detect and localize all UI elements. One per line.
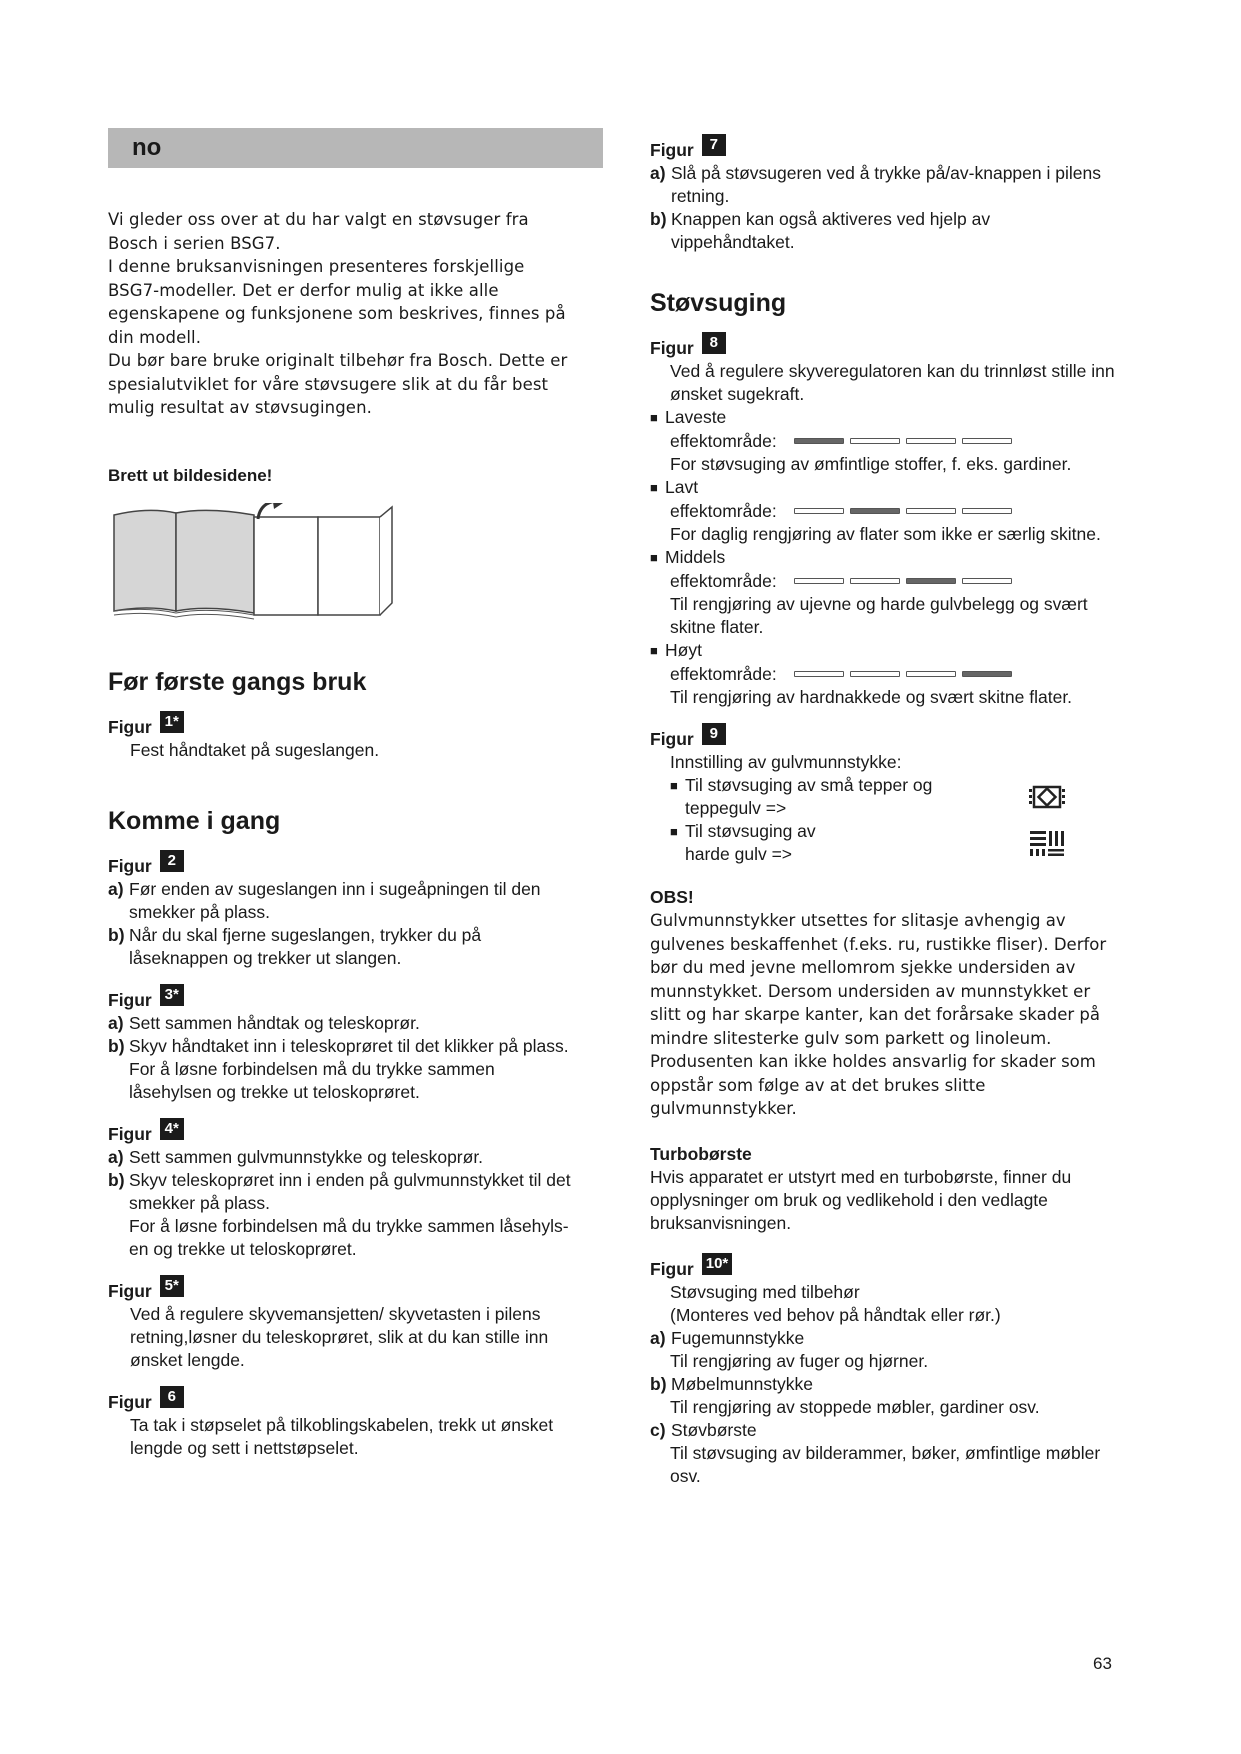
list-item: a) Fugemunnstykke: [650, 1327, 805, 1348]
figure-7-label: Figur 7: [650, 134, 1140, 162]
section-title-first-use: Før første gangs bruk: [108, 667, 367, 696]
fold-out-note: Brett ut bildesidene!: [108, 465, 273, 485]
getting-started-section: Komme i gang Figur 2 a) Før enden av sugeslangen inn i sugeåpningen til den smekker på plass. b) Når du skal fjerne sugeslangen, trykker du på låseknappen og trekker ut slangen. Figur 3* a) Sett sammen håndtak og teleskoprør. b) Skyv håndtaket inn i teleskoprøret til det klikker på plass. For å løsne forbindelsen må du trykke sammen låsehylsen og trekke ut teloskoprøret. Figur 4* a) Sett sammen gulvmunnstykke og teleskoprør. b) Skyv teleskoprøret inn i enden på gulvmunnstykket til det smekker på plass. For å løsne forbindelsen må du trykke sammen låsehyls- en og trekke ut teloskoprøret. Figur 5* Ved å regulere skyvemansjetten/ skyvetasten i pilens retning,løsner du teleskoprøret, slik at du kan stille inn ønsket lengde. Figur 6 Ta tak i støpselet på tilkoblingskabelen, trekk ut ønsket lengde og sett i nettstøpselet.: [108, 806, 603, 1460]
suction-indicator: [794, 508, 1012, 514]
indicator-bar: [850, 508, 900, 514]
indicator-bar: [850, 438, 900, 444]
section-title-getting-started: Komme i gang: [108, 806, 281, 835]
indicator-bar: [962, 671, 1012, 677]
indicator-bar: [906, 508, 956, 514]
indicator-bar: [794, 438, 844, 444]
indicator-bar: [962, 438, 1012, 444]
figure-number-badge: 3*: [160, 984, 184, 1006]
indicator-bar: [850, 671, 900, 677]
suction-indicator: [794, 578, 1012, 584]
indicator-bar: [906, 578, 956, 584]
list-item: b) Når du skal fjerne sugeslangen, trykker du på låseknappen og trekker ut slangen.: [108, 924, 482, 968]
section-title-vacuuming: Støvsuging: [650, 289, 787, 317]
figure-8-label: Figur 8: [650, 332, 1140, 360]
indicator-bar: [906, 671, 956, 677]
list-item: b) Skyv teleskoprøret inn i enden på gulvmunnstykket til det smekker på plass. For å løsne forbindelsen må du trykke sammen låsehyls- en og trekke ut teloskoprøret.: [108, 1169, 571, 1259]
figure-number-badge: 6: [160, 1386, 184, 1408]
figure-number-badge: 1*: [160, 711, 184, 733]
indicator-bar: [794, 671, 844, 677]
indicator-bar: [794, 578, 844, 584]
list-item: a) Sett sammen håndtak og teleskoprør.: [108, 1012, 420, 1033]
list-item: a) Før enden av sugeslangen inn i sugeåpningen til den smekker på plass.: [108, 878, 541, 922]
turbo-brush-section: Turbobørste Hvis apparatet er utstyrt med en turbobørste, finner du opplysninger om bruk og vedlikehold i den vedlagte bruksanvisningen.: [650, 1143, 1072, 1233]
obs-section: OBS! Gulvmunnstykker utsettes for slitasje avhengig av gulvenes beskaffenhet (f.eks. ru, rustikke fliser). Derfor bør du med jevne mellomrom sjekke undersiden av munnstykket. Dersom undersiden av munnstykket er slitt og har skarpe kanter, kan det forårsake skader på mindre slitesterke gulv som parkett og linoleum. Produsenten kan ikke holdes ansvarlig for skader som oppstår som følge av at det brukes slitte gulvmunnstykker.: [650, 887, 1107, 1118]
list-item: b) Knappen kan også aktiveres ved hjelp av vippehåndtaket.: [650, 209, 991, 252]
list-item: a) Slå på støvsugeren ved å trykke på/av-knappen i pilens retning.: [650, 163, 1101, 206]
figure-5-label: Figur 5*: [108, 1275, 603, 1303]
first-use-section: Før første gangs bruk Figur 1* Fest håndtaket på sugeslangen.: [108, 667, 603, 762]
figure-number-badge: 4*: [160, 1118, 184, 1140]
suction-levels: [650, 406, 1140, 709]
figure-6-label: Figur 6: [108, 1386, 603, 1414]
list-item: c) Støvbørste: [650, 1419, 757, 1440]
hard-floor-setting-icon: [1029, 829, 1065, 857]
figure-number-badge: 8: [702, 332, 726, 354]
suction-level: ■ Laveste effektområde: For støvsuging av ømfintlige stoffer, f. eks. gardiner.: [650, 407, 1072, 474]
open-book-illustration: [108, 503, 398, 623]
list-item: a) Sett sammen gulvmunnstykke og teleskoprør.: [108, 1146, 484, 1167]
figure-1-label: Figur 1*: [108, 711, 603, 739]
list-item: b) Skyv håndtaket inn i teleskoprøret til det klikker på plass. For å løsne forbindelsen må du trykke sammen låsehylsen og trekke ut teloskoprøret.: [108, 1035, 569, 1102]
indicator-bar: [962, 508, 1012, 514]
indicator-bar: [906, 438, 956, 444]
list-item: b) Møbelmunnstykke: [650, 1373, 813, 1394]
figure-number-badge: 2: [160, 850, 184, 872]
suction-indicator: [794, 438, 1012, 444]
indicator-bar: [962, 578, 1012, 584]
suction-level: ■ Høyt effektområde: Til rengjøring av hardnakkede og svært skitne flater.: [650, 640, 1073, 707]
nozzle-setting-carpet: ■ Til støvsuging av små tepper og teppegulv =>: [650, 774, 1140, 820]
figure-3-label: Figur 3*: [108, 984, 603, 1012]
left-column: [108, 128, 603, 1460]
intro-text: Vi gleder oss over at du har valgt en støvsuger fra Bosch i serien BSG7. I denne bruksanvisningen presenteres forskjellige BSG7-modeller. Det er derfor mulig at ikke alle egenskapene og funksjonene som beskrives, finnes på din modell. Du bør bare bruke originalt tilbehør fra Bosch. Dette er spesialutviklet for våre støvsugere slik at du får best mulig resultat av støvsugingen.: [108, 210, 568, 417]
figure-2-label: Figur 2: [108, 850, 603, 878]
language-header: no: [108, 128, 603, 168]
figure-number-badge: 5*: [160, 1275, 184, 1297]
figure-9-label: Figur 9: [650, 723, 1140, 751]
suction-level: ■ Middels effektområde: Til rengjøring av ujevne og harde gulvbelegg og svært skitne flater.: [650, 547, 1088, 637]
carpet-setting-icon: [1029, 784, 1065, 810]
nozzle-setting-hard-floor: ■ Til støvsuging av harde gulv =>: [650, 820, 1140, 866]
figure-number-badge: 7: [702, 134, 726, 156]
figure-number-badge: 10*: [702, 1253, 733, 1275]
figure-number-badge: 9: [702, 723, 726, 745]
right-column: Figur 7 a) Slå på støvsugeren ved å trykke på/av-knappen i pilens retning. b) Knappen kan også aktiveres ved hjelp av vippehåndtaket. Støvsuging Figur 8 Ved å regulere skyveregulatoren kan du trinnløst stille inn ønsket sugekraft. ■ Laveste effektområde: For støvsuging av ømfintlige stoffer, f. eks. gardiner. ■ Lavt effektområde: For daglig rengjøring av flater som ikke er særlig skitne. ■ Middels effektområde: Til rengjøring av ujevne og harde gulvbelegg og svært skitne flater. ■ Høyt effektområde: Til rengjøring av hardnakkede og svært skitne flater. Figur 9 Innstilling av gulvmunnstykke: ■ Til støvsuging av små tepper og teppegulv => ■ Til støvsuging av harde gulv => OBS! Gulvmunnstykker utsettes for slitasje avhengig av gulvenes beskaffenhet (f.eks. ru, rustikke fliser). Derfor bør du med jevne mellomrom sjekke undersiden av munnstykket. Dersom undersiden av munnstykket er slitt og har skarpe kanter, kan det forårsake skader på mindre slitesterke gulv som parkett og linoleum. Produsenten kan ikke holdes ansvarlig for skader som oppstår som følge av at det brukes slitte gulvmunnstykker. Turbobørste Hvis apparatet er utstyrt med en turbobørste, finner du opplysninger om bruk og vedlikehold i den vedlagte bruksanvisningen. Figur 10* Støvsuging med tilbehør (Monteres ved behov på håndtak eller rør.) a) Fugemunnstykke Til rengjøring av fuger og hjørner. b) Møbelmunnstykke Til rengjøring av stoppede møbler, gardiner osv. c) Støvbørste Til støvsuging av bilderammer, bøker, ømfintlige møbler osv.: [650, 134, 1140, 1488]
indicator-bar: [850, 578, 900, 584]
figure-4-label: Figur 4*: [108, 1118, 603, 1146]
suction-level: ■ Lavt effektområde: For daglig rengjøring av flater som ikke er særlig skitne.: [650, 477, 1101, 544]
suction-indicator: [794, 671, 1012, 677]
indicator-bar: [794, 508, 844, 514]
figure-10-label: Figur 10*: [650, 1253, 1140, 1281]
page-number: 63: [1093, 1654, 1112, 1673]
